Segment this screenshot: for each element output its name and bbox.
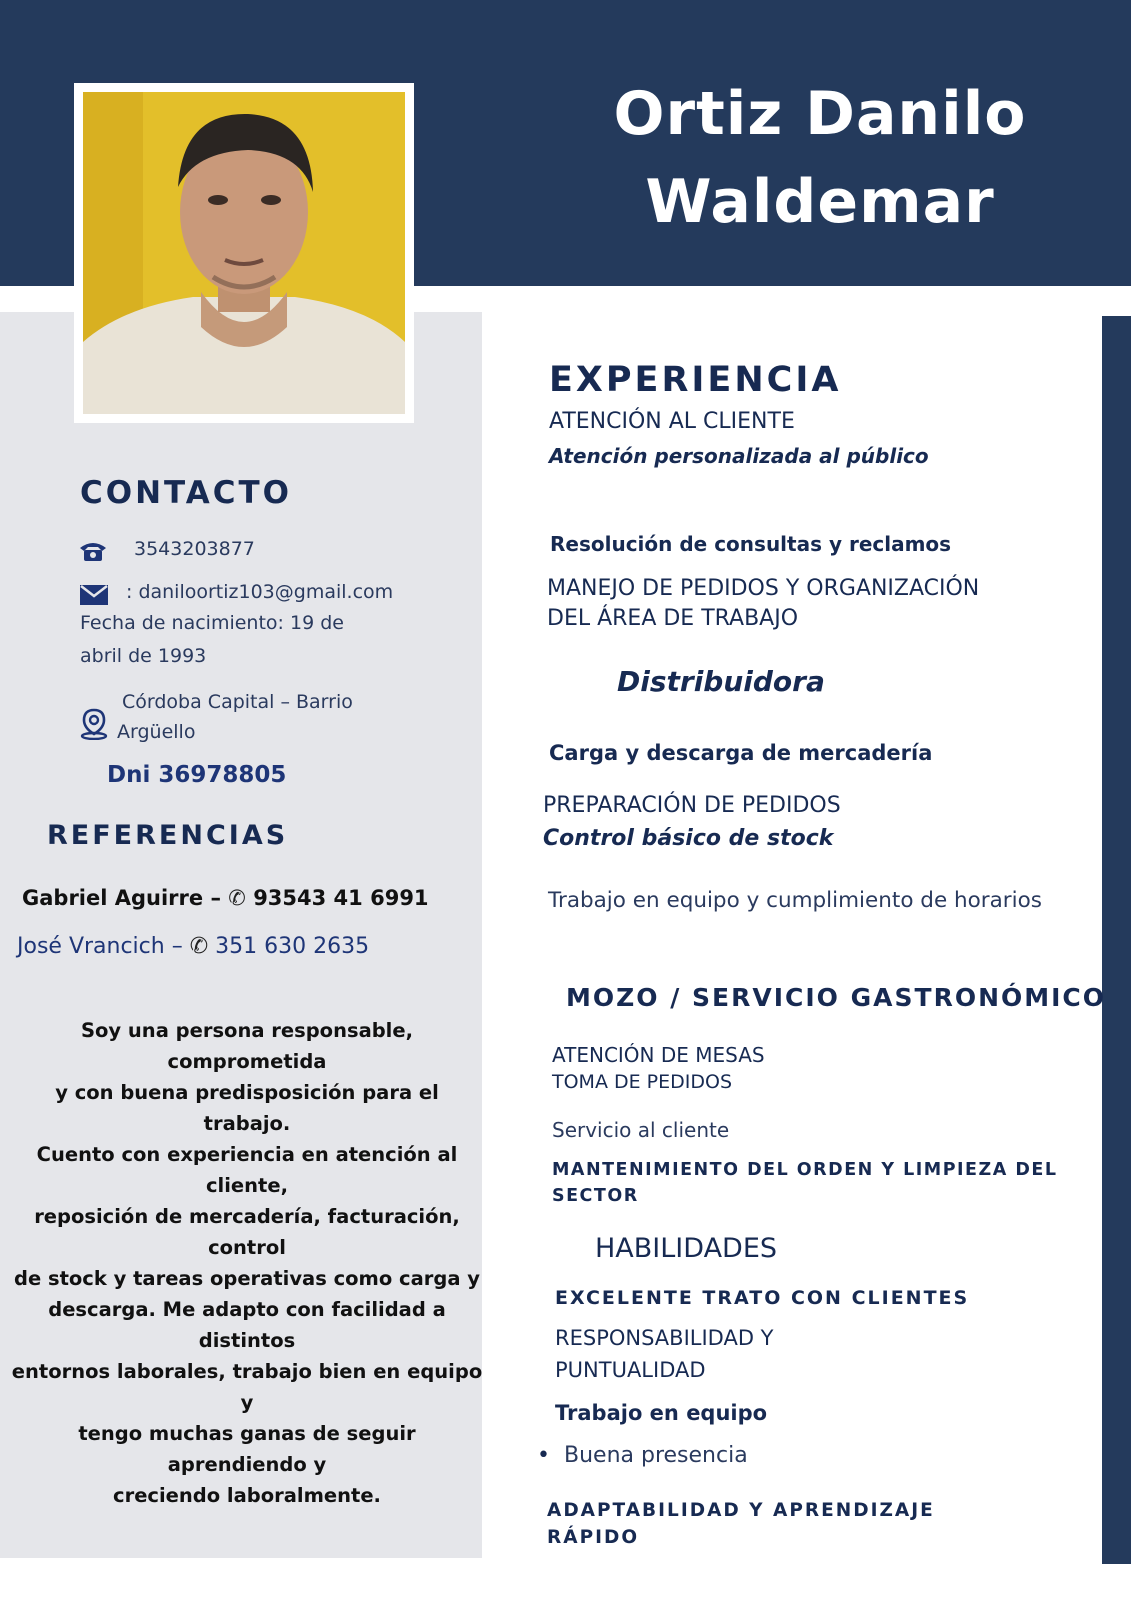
skill-adaptabilidad — [547, 1497, 935, 1551]
exp-trabajo: Trabajo en equipo y cumplimiento de horarios — [548, 888, 1042, 913]
reference-2-phone: 351 630 2635 — [215, 934, 370, 959]
location-pin-icon — [80, 708, 108, 740]
exp-manejo-line-1: MANEJO DE PEDIDOS Y ORGANIZACIÓN — [547, 576, 980, 601]
right-accent-bar — [1102, 316, 1131, 1564]
phone-handset-icon: ✆ — [228, 886, 246, 910]
exp-mantenimiento — [552, 1157, 1057, 1209]
skill-excelente: EXCELENTE TRATO CON CLIENTES — [555, 1287, 970, 1309]
skill-responsabilidad-line-1: RESPONSABILIDAD Y — [555, 1326, 774, 1350]
exp-mesas: ATENCIÓN DE MESAS — [552, 1043, 765, 1067]
mozo-title: MOZO / SERVICIO GASTRONÓMICO — [566, 983, 1107, 1012]
skill-responsabilidad — [555, 1322, 774, 1386]
exp-preparacion: PREPARACIÓN DE PEDIDOS — [543, 793, 841, 818]
skill-responsabilidad-line-2: PUNTUALIDAD — [555, 1358, 706, 1382]
exp-control: Control básico de stock — [543, 826, 834, 851]
skill-equipo: Trabajo en equipo — [555, 1401, 768, 1425]
dni-number: Dni 36978805 — [107, 762, 287, 788]
reference-1-phone: 93543 41 6991 — [253, 886, 429, 910]
experience-title: EXPERIENCIA — [549, 360, 842, 400]
profile-line: entornos laborales, trabajo bien en equipo y — [11, 1360, 483, 1414]
skills-title: HABILIDADES — [595, 1233, 778, 1264]
name-line-1: Ortiz Danilo — [613, 79, 1027, 149]
exp-atencion-sub: Atención personalizada al público — [549, 444, 929, 468]
references-title: REFERENCIAS — [47, 820, 289, 851]
skill-adaptabilidad-line-1: ADAPTABILIDAD Y APRENDIZAJE — [547, 1500, 935, 1521]
exp-resolucion: Resolución de consultas y reclamos — [550, 532, 952, 556]
location-line-1: Córdoba Capital – Barrio — [122, 691, 353, 713]
birth-date-line-1: Fecha de nacimiento: 19 de — [80, 612, 344, 634]
skill-presencia-bullet: • — [537, 1443, 550, 1468]
phone-icon — [78, 540, 108, 562]
profile-summary — [10, 1015, 484, 1511]
profile-photo — [83, 92, 405, 414]
contact-phone: 3543203877 — [134, 538, 255, 560]
exp-mantenimiento-line-1: MANTENIMIENTO DEL ORDEN Y LIMPIEZA DEL — [552, 1160, 1058, 1180]
profile-line: y con buena predisposición para el trabajo. — [55, 1081, 439, 1135]
exp-carga: Carga y descarga de mercadería — [549, 741, 933, 765]
envelope-icon — [80, 585, 108, 605]
exp-servicio: Servicio al cliente — [552, 1118, 730, 1142]
contact-title: CONTACTO — [80, 475, 293, 511]
candidate-name — [540, 70, 1100, 246]
profile-line: descarga. Me adapto con facilidad a distintos — [48, 1298, 446, 1352]
skill-presencia: Buena presencia — [564, 1443, 748, 1468]
skill-adaptabilidad-line-2: RÁPIDO — [547, 1527, 640, 1548]
exp-mantenimiento-line-2: SECTOR — [552, 1186, 639, 1206]
name-line-2: Waldemar — [645, 167, 995, 237]
reference-2-name: José Vrancich – — [17, 934, 190, 959]
exp-toma: TOMA DE PEDIDOS — [552, 1071, 733, 1093]
exp-distribuidora: Distribuidora — [617, 665, 825, 698]
profile-line: tengo muchas ganas de seguir aprendiendo y — [78, 1422, 416, 1476]
profile-line: Soy una persona responsable, comprometida — [80, 1019, 413, 1073]
reference-1-name: Gabriel Aguirre – — [22, 886, 229, 910]
phone-handset-icon: ✆ — [189, 934, 209, 959]
birth-date-line-2: abril de 1993 — [80, 645, 207, 667]
exp-manejo — [547, 574, 979, 634]
location-line-2: Argüello — [117, 721, 196, 743]
exp-atencion-cliente: ATENCIÓN AL CLIENTE — [549, 409, 795, 434]
profile-line: creciendo laboralmente. — [113, 1484, 381, 1507]
reference-1 — [22, 886, 429, 910]
profile-line: Cuento con experiencia en atención al cliente, — [36, 1143, 458, 1197]
profile-line: reposición de mercadería, facturación, control — [34, 1205, 460, 1259]
reference-2 — [17, 934, 369, 959]
contact-email: : daniloortiz103@gmail.com — [126, 581, 394, 603]
exp-manejo-line-2: DEL ÁREA DE TRABAJO — [547, 606, 799, 631]
profile-line: de stock y tareas operativas como carga y — [13, 1267, 481, 1290]
